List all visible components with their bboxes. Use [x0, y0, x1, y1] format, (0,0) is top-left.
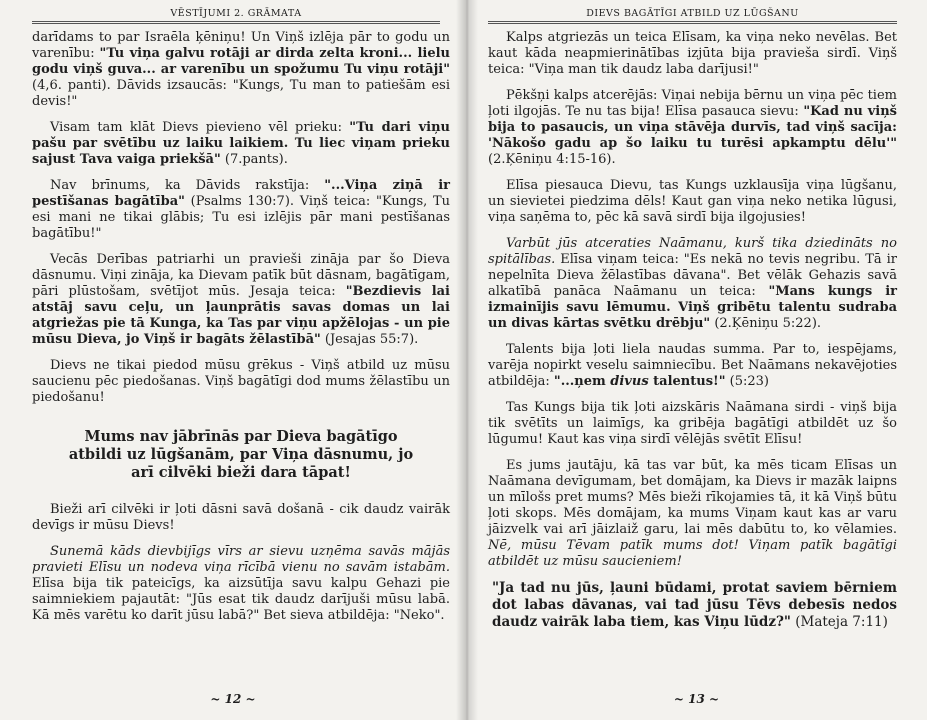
running-head-right: DIEVS BAGĀTĪGI ATBILD UZ LŪGŠANU — [488, 8, 897, 24]
paragraph: Talents bija ļoti liela naudas summa. Par to, iespējams, varēja nopirkt veselu saimniecību. Bet Naāmans nekavējoties atbildēja: "...ņem divus talentus!" (5:23) — [488, 342, 897, 389]
paragraph: Elīsa piesauca Dievu, tas Kungs uzklausīja viņa lūgšanu, un sievietei piedzima dēls! Kaut gan viņa neko netika lūgusi, viņa saņēma to, pēc kā savā sirdī bija ilgojusies! — [488, 178, 897, 225]
paragraph: Nav brīnums, ka Dāvids rakstīja: "...Viņa ziņā ir pestīšanas bagātība" (Psalms 130:7). Viņš teica: "Kungs, Tu esi mani ne tikai glābis; Tu esi izlējis pār mani pestīšanas bagātību!" — [32, 178, 451, 241]
paragraph: Sunemā kāds dievbijīgs vīrs ar sievu uzņēma savās mājās pravieti Elīsu un nodeva viņa rīcībā vienu no savām istabām. Elīsa bija tik pateicīgs, ka aizsūtīja savu kalpu Gehazi pie saimniekiem pajautāt: "Jūs esat tik daudz darījuši mūsu labā. Kā mēs varētu ko darīt jūsu labā?" Bet sieva atbildēja: "Neko". — [32, 544, 450, 623]
scripture-quote: "Ja tad nu jūs, ļauni būdami, protat saviem bērniem dot labas dāvanas, vai tad jūsu Tēvs debesīs nedos daudz vairāk laba tiem, kas Viņu lūdz?" (Mateja 7:11) — [492, 580, 897, 630]
paragraph: Dievs ne tikai piedod mūsu grēkus - Viņš atbild uz mūsu saucienu pēc piedošanas. Viņš bagātīgi dod mums žēlastību un piedošanu! — [32, 358, 450, 405]
page-number-left: ~ 12 ~ — [210, 692, 256, 706]
pull-quote: Mums nav jābrīnās par Dieva bagātīgo atbildi uz lūgšanām, par Viņa dāsnumu, jo arī cilvēki bieži dara tāpat! — [68, 428, 414, 481]
paragraph: Pēkšņi kalps atcerējās: Viņai nebija bērnu un viņa pēc tiem ļoti ilgojās. Te nu tas bija! Elīsa pasauca sievu: "Kad nu viņš bija to pasaucis, un viņa stāvēja durvīs, tad viņš sacīja: 'Nākošo gadu ap šo laiku tu turēsi apkamptu dēlu'" (2.Ķēniņu 4:15-16). — [488, 88, 897, 167]
paragraph: Vecās Derības patriarhi un pravieši zināja par šo Dieva dāsnumu. Viņi zināja, ka Dievam patīk būt dāsnam, bagātīgam, pāri plūstošam, svētījot mūs. Jesaja teica: "Bezdievis lai atstāj savu ceļu, un ļaunprātis savas domas un lai atgriežas pie tā Kunga, ka Tas par viņu apžēlojas - un pie mūsu Dieva, jo Viņš ir bagāts žēlastībā" (Jesajas 55:7). — [32, 252, 450, 347]
paragraph: Varbūt jūs atceraties Naāmanu, kurš tika dziedināts no spitālības. Elīsa viņam teica: "Es nekā no tevis negribu. Tā ir nepelnīta Dieva žēlastības dāvana". Bet vēlāk Gehazis savā alkatībā panāca Naāmanu un teica: "Mans kungs ir izmainījis savu lēmumu. Viņš gribētu talentu sudraba un divas kārtas svētku drēbju" (2.Ķēniņu 5:22). — [488, 236, 898, 331]
paragraph: darīdams to par Israēla ķēniņu! Un Viņš izlēja pār to godu un varenību: "Tu viņa galvu rotāji ar dirda zelta kroni... lielu godu viņš guva... ar varenību un spožumu Tu viņu rotāji" (4,6. panti). Dāvids izsaucās: "Kungs, Tu man to patiešām esi devis!" — [32, 30, 450, 109]
paragraph: Tas Kungs bija tik ļoti aizskāris Naāmana sirdi - viņš bija tik svētīts un laimīgs, ka gribēja bagātīgi atbildēt uz šo lūgumu! Kaut kas viņa sirdī vēlējās svētīt Elīsu! — [488, 400, 897, 447]
paragraph: Bieži arī cilvēki ir ļoti dāsni savā došanā - cik daudz vairāk devīgs ir mūsu Dievs! — [32, 502, 450, 533]
paragraph: Visam tam klāt Dievs pievieno vēl prieku: "Tu dari viņu pašu par svētību uz laiku laikiem. Tu liec viņam prieku sajust Tava vaiga priekšā" (7.pants). — [32, 120, 451, 167]
right-page — [466, 0, 927, 720]
page-number-right: ~ 13 ~ — [673, 692, 720, 706]
paragraph: Es jums jautāju, kā tas var būt, ka mēs ticam Elīsas un Naāmana devīgumam, bet domājam, ka Dievs ir mazāk laipns un mīlošs pret mums? Mēs bieži rīkojamies tā, it kā Viņš būtu ļoti skops. Mēs domājam, ka mums Viņam kaut kas ar varu jāizvelk vai arī jāizlaiž garu, lai mēs dabūtu to, ko vēlamies. Nē, mūsu Tēvam patīk mums dot! Viņam patīk bagātīgi atbildēt uz mūsu saucieniem! — [488, 458, 897, 569]
paragraph: Kalps atgriezās un teica Elīsam, ka viņa neko nevēlas. Bet kaut kāda neapmierinātības izjūta bija pravieša sirdī. Viņš teica: "Viņa man tik daudz laba darījusi!" — [488, 30, 897, 77]
running-head-left: VĒSTĪJUMI 2. GRĀMATA — [32, 8, 440, 24]
